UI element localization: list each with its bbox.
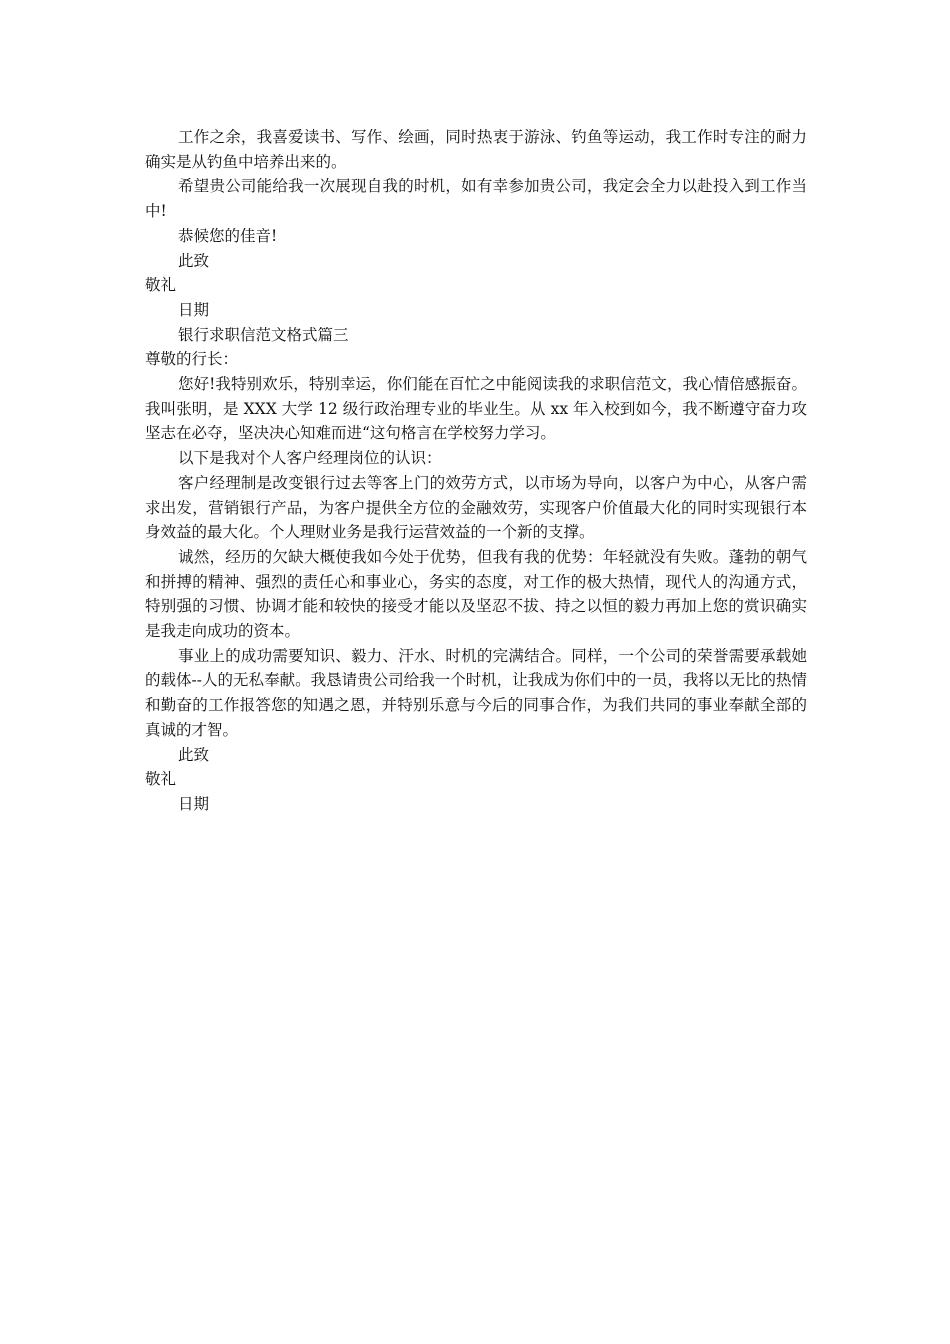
document-page: [145, 125, 807, 817]
date-line: 日期: [178, 300, 210, 319]
paragraph-await-reply: 恭候您的佳音!: [178, 226, 278, 245]
paragraph-request: 事业上的成功需要知识、毅力、汗水、时机的完满结合。同样，一个公司的荣誉需要承载她的载体--人的无私奉献。我恳请贵公司给我一个时机，让我成为你们中的一员，我将以无比的热情和勤奋的工作报答您的知遇之恩，并特别乐意与今后的同事合作，为我们共同的事业奉献全部的真诚的才智。: [145, 646, 807, 739]
paragraph-hope: 希望贵公司能给我一次展现自我的时机，如有幸参加贵公司，我定会全力以赴投入到工作当中!: [145, 177, 807, 221]
closing-jingli: 敬礼: [145, 770, 177, 789]
closing-cizhi: 此致: [178, 251, 210, 270]
salutation: 尊敬的行长：: [145, 350, 239, 369]
closing-jingli: 敬礼: [145, 276, 177, 295]
paragraph-hobbies: 工作之余，我喜爱读书、写作、绘画，同时热衷于游泳、钓鱼等运动，我工作时专注的耐力确实是从钓鱼中培养出来的。: [145, 128, 807, 171]
paragraph-role-description: 客户经理制是改变银行过去等客上门的效劳方式，以市场为导向，以客户为中心，从客户需求出发，营销银行产品，为客户提供全方位的金融效劳，实现客户价值最大化的同时实现银行本身效益的最大化。个人理财业务是我行运营效益的一个新的支撑。: [145, 473, 807, 542]
closing-cizhi: 此致: [178, 745, 210, 764]
section-heading: 银行求职信范文格式篇三: [178, 325, 349, 344]
paragraph-intro: 您好!我特别欢乐，特别幸运，你们能在百忙之中能阅读我的求职信范文，我心情倍感振奋。我叫张明，是 XXX 大学 12 级行政治理专业的毕业生。从 xx 年入校到如今，我不断遵守奋力攻坚志在必夺，坚决决心知难而进“这句格言在学校努力学习。: [145, 375, 807, 443]
date-line: 日期: [178, 794, 210, 813]
paragraph-strengths: 诚然，经历的欠缺大概使我如今处于优势，但我有我的优势：年轻就没有失败。蓬勃的朝气和拼搏的精神、强烈的责任心和事业心，务实的态度，对工作的极大热情，现代人的沟通方式，特别强的习惯、协调才能和较快的接受才能以及坚忍不拔、持之以恒的毅力再加上您的赏识确实是我走向成功的资本。: [145, 547, 807, 641]
paragraph-role-heading: 以下是我对个人客户经理岗位的认识：: [178, 449, 442, 468]
